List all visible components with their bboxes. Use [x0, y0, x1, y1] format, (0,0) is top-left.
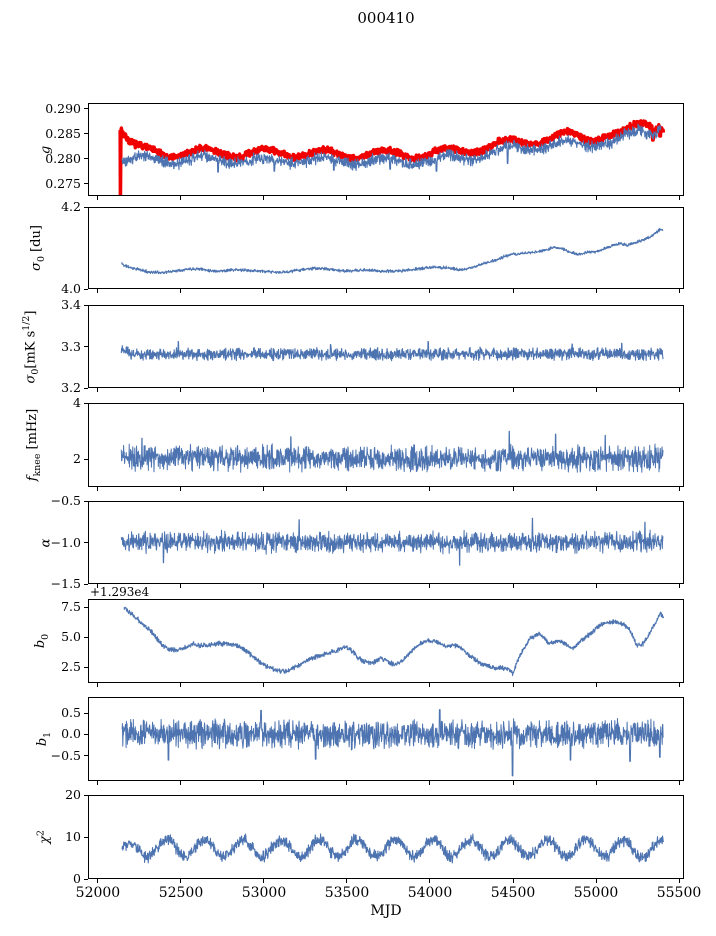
x-tick [346, 289, 347, 293]
x-tick [97, 388, 98, 392]
x-tick [180, 388, 181, 392]
axis-box-alpha [88, 501, 684, 584]
axis-box-b0 [88, 599, 684, 683]
y-axis-label-segment: 0 [35, 256, 47, 263]
y-tick-label: 0.285 [45, 125, 81, 141]
y-tick-label: 0.275 [45, 175, 81, 191]
x-tick [97, 683, 98, 687]
x-axis-title: MJD [370, 903, 402, 919]
y-tick-label: −1.0 [50, 534, 81, 550]
y-tick-label: 2.5 [61, 659, 81, 675]
plot-area-sigma0_du [89, 208, 683, 288]
y-axis-label-segment: ] [23, 310, 39, 316]
y-tick [84, 734, 88, 735]
y-axis-label-segment: 1/2 [21, 315, 33, 331]
y-axis-label-segment: 0 [39, 633, 51, 640]
x-tick [97, 196, 98, 200]
y-tick [84, 183, 88, 184]
y-axis-label-sigma0_mKs [21, 310, 41, 383]
axis-box-sigma0_mKs [88, 305, 684, 388]
y-tick [84, 289, 88, 290]
y-tick [84, 305, 88, 306]
x-tick [346, 388, 347, 392]
x-tick [180, 196, 181, 200]
x-tick-label: 55000 [573, 885, 619, 901]
x-tick [596, 584, 597, 588]
y-tick [84, 158, 88, 159]
x-tick [596, 388, 597, 392]
x-tick [513, 289, 514, 293]
x-tick-label: 52000 [75, 885, 121, 901]
y-tick-label: 0.280 [45, 150, 81, 166]
x-tick-label: 55500 [656, 885, 702, 901]
y-tick-label: −0.5 [50, 493, 81, 508]
x-tick [97, 487, 98, 491]
y-tick-label: 3.4 [61, 297, 81, 312]
x-tick [679, 388, 680, 392]
plot-area-b0 [89, 600, 683, 682]
y-tick [84, 837, 88, 838]
series-line-b0 [124, 607, 664, 675]
y-tick-label: 3.3 [61, 338, 81, 354]
x-tick [596, 879, 597, 883]
series-line-alpha [121, 518, 663, 565]
y-tick [84, 795, 88, 796]
y-axis-label-segment: χ [37, 836, 53, 844]
y-tick [84, 108, 88, 109]
x-tick [263, 196, 264, 200]
x-tick [513, 781, 514, 785]
plot-area-chi2 [89, 796, 683, 878]
y-tick-label: 10 [65, 829, 81, 844]
y-axis-label-segment: [du] [29, 225, 45, 257]
x-tick [180, 879, 181, 883]
y-tick-label: 3.2 [61, 380, 81, 395]
series-line-sigma0_du [121, 228, 663, 273]
x-tick [596, 683, 597, 687]
x-tick [97, 289, 98, 293]
y-axis-label-segment: f [25, 476, 41, 482]
y-axis-label-segment: σ [29, 262, 45, 271]
x-tick [429, 584, 430, 588]
x-tick [596, 781, 597, 785]
x-tick [346, 683, 347, 687]
y-axis-label-b0 [33, 634, 51, 648]
y-tick [84, 542, 88, 543]
plot-area-sigma0_mKs [89, 306, 683, 387]
y-tick-label: 5.0 [61, 629, 81, 645]
x-tick [346, 584, 347, 588]
y-tick-label: 20 [65, 787, 81, 802]
x-tick [429, 487, 430, 491]
y-axis-label-g [39, 145, 54, 153]
x-tick [180, 289, 181, 293]
x-tick [513, 196, 514, 200]
y-tick [84, 207, 88, 208]
y-axis-label-segment: b [33, 639, 49, 649]
x-tick [429, 781, 430, 785]
y-axis-label-segment: α [38, 538, 54, 547]
y-tick [84, 879, 88, 880]
x-tick [263, 289, 264, 293]
x-tick-label: 54000 [407, 885, 453, 901]
x-tick-label: 54500 [490, 885, 536, 901]
y-tick-label: 0 [73, 871, 81, 886]
y-tick [84, 346, 88, 347]
y-tick [84, 501, 88, 502]
series-line-chi2 [122, 834, 663, 863]
x-tick [263, 388, 264, 392]
x-tick [97, 879, 98, 883]
plot-area-g [89, 104, 683, 195]
x-tick [429, 289, 430, 293]
x-tick [513, 388, 514, 392]
y-axis-label-segment: b [35, 737, 51, 747]
x-tick [513, 879, 514, 883]
y-tick [84, 755, 88, 756]
y-tick [84, 133, 88, 134]
y-tick [84, 403, 88, 404]
x-tick [263, 584, 264, 588]
x-tick [263, 879, 264, 883]
y-axis-label-chi2 [35, 830, 52, 844]
x-tick [596, 487, 597, 491]
plot-area-f_knee [89, 404, 683, 486]
y-tick [84, 388, 88, 389]
x-tick [429, 388, 430, 392]
x-tick [180, 683, 181, 687]
y-axis-label-segment: g [38, 145, 54, 154]
y-axis-label-segment: knee [31, 453, 43, 477]
y-tick-label: 4.2 [61, 199, 81, 214]
y-tick-label: 2 [73, 451, 81, 466]
axis-box-g [88, 103, 684, 196]
plot-area-alpha [89, 502, 683, 583]
y-axis-label-segment: 2 [35, 830, 47, 837]
x-tick [346, 196, 347, 200]
y-tick [84, 713, 88, 714]
y-tick [84, 667, 88, 668]
x-tick [429, 196, 430, 200]
x-tick [263, 781, 264, 785]
x-tick [180, 584, 181, 588]
y-axis-label-f_knee [25, 409, 43, 481]
y-tick-label: −0.5 [50, 747, 81, 763]
y-tick-label: 4.0 [61, 281, 81, 296]
x-tick [679, 487, 680, 491]
x-tick [679, 196, 680, 200]
x-tick [596, 289, 597, 293]
x-tick [679, 289, 680, 293]
y-tick-label: 4 [73, 395, 81, 410]
x-tick [346, 879, 347, 883]
y-tick-label: 0.290 [45, 100, 81, 116]
axis-box-sigma0_du [88, 207, 684, 289]
series-line-f_knee [121, 431, 663, 472]
y-tick [84, 459, 88, 460]
axis-box-f_knee [88, 403, 684, 487]
x-tick [679, 879, 680, 883]
x-tick [180, 487, 181, 491]
figure-title: 000410 [357, 9, 415, 27]
y-tick [84, 637, 88, 638]
x-tick [263, 683, 264, 687]
series-line-b1 [122, 710, 663, 776]
y-axis-label-alpha [39, 538, 54, 547]
y-tick-label: 0.5 [61, 705, 81, 721]
x-tick [346, 781, 347, 785]
y-axis-label-b1 [35, 732, 53, 746]
y-axis-label-segment: [mK s [23, 330, 39, 369]
y-tick-label: 0.0 [61, 726, 81, 742]
axis-box-b1 [88, 697, 684, 781]
y-tick-label: 7.5 [61, 599, 81, 615]
x-tick [180, 781, 181, 785]
x-tick [596, 196, 597, 200]
x-tick [679, 584, 680, 588]
x-tick [429, 683, 430, 687]
x-tick-label: 53500 [324, 885, 370, 901]
axis-offset-text: +1.293e4 [90, 585, 150, 599]
x-tick-label: 53000 [241, 885, 287, 901]
x-tick [346, 487, 347, 491]
x-tick [97, 781, 98, 785]
x-tick [263, 487, 264, 491]
axis-box-chi2 [88, 795, 684, 879]
y-tick [84, 584, 88, 585]
x-tick [429, 879, 430, 883]
plot-area-b1 [89, 698, 683, 780]
x-tick [679, 683, 680, 687]
x-tick [513, 683, 514, 687]
y-axis-label-segment: [mHz] [25, 408, 41, 454]
y-tick-label: −1.5 [50, 576, 81, 591]
series-line-sigma0_mKs [121, 342, 663, 361]
x-tick [679, 781, 680, 785]
y-axis-label-segment: 1 [41, 731, 53, 738]
y-axis-label-segment: σ [23, 374, 39, 383]
y-axis-label-segment: 0 [29, 368, 41, 375]
y-axis-label-sigma0_du [29, 225, 47, 271]
x-tick [513, 487, 514, 491]
x-tick [513, 584, 514, 588]
x-tick-label: 52500 [158, 885, 204, 901]
y-tick [84, 607, 88, 608]
